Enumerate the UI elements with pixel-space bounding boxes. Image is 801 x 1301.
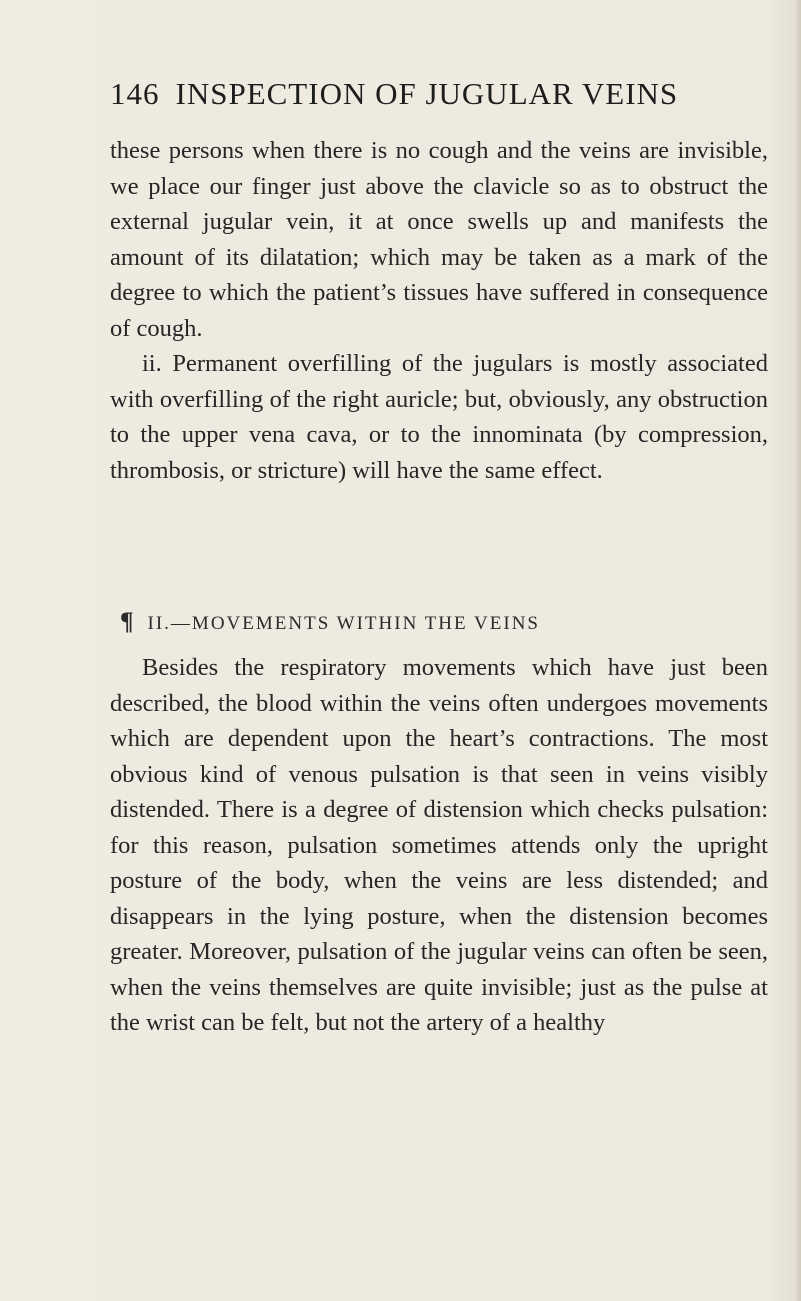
page-number: 146 bbox=[110, 76, 160, 111]
pilcrow-icon: ¶ bbox=[120, 608, 136, 635]
section-heading bbox=[120, 608, 720, 636]
running-title: INSPECTION OF JUGULAR VEINS bbox=[175, 76, 679, 111]
running-header bbox=[110, 76, 730, 112]
paragraph-continued: these persons when there is no cough and the veins are invisible, we place our finger just above the clavicle so as to obstruct the external jugular vein, it at once swells up and manifests the amount of its dilatation; which may be taken as a mark of the degree to which the patient’s tissues have suffered in consequence of cough. bbox=[110, 137, 768, 342]
section-heading-text: II.—MOVEMENTS WITHIN THE VEINS bbox=[147, 613, 540, 634]
text-block-bottom bbox=[110, 650, 768, 1041]
page-edge-shadow bbox=[795, 0, 801, 1301]
paragraph-venous-pulsation: Besides the respiratory movements which have just been described, the blood within the veins often undergoes movements which are dependent upon the heart’s contractions. The most obvious kind of venous pulsation is that seen in veins visibly distended. There is a degree of distension which checks pulsation: for this reason, pulsation sometimes attends only the upright posture of the body, when the veins are less distended; and disappears in the lying posture, when the distension becomes greater. Moreover, pulsation of the jugular veins can often be seen, when the veins themselves are quite invisible; just as the pulse at the wrist can be felt, but not the artery of a healthy bbox=[110, 654, 768, 1036]
paragraph-permanent-overfilling: ii. Permanent overfilling of the jugulars is mostly associated with overfilling of the right auricle; but, obviously, any obstruction to the upper vena cava, or to the innominata (by compression, thrombosis, or stricture) will have the same effect. bbox=[110, 350, 768, 484]
text-block-top bbox=[110, 133, 768, 488]
